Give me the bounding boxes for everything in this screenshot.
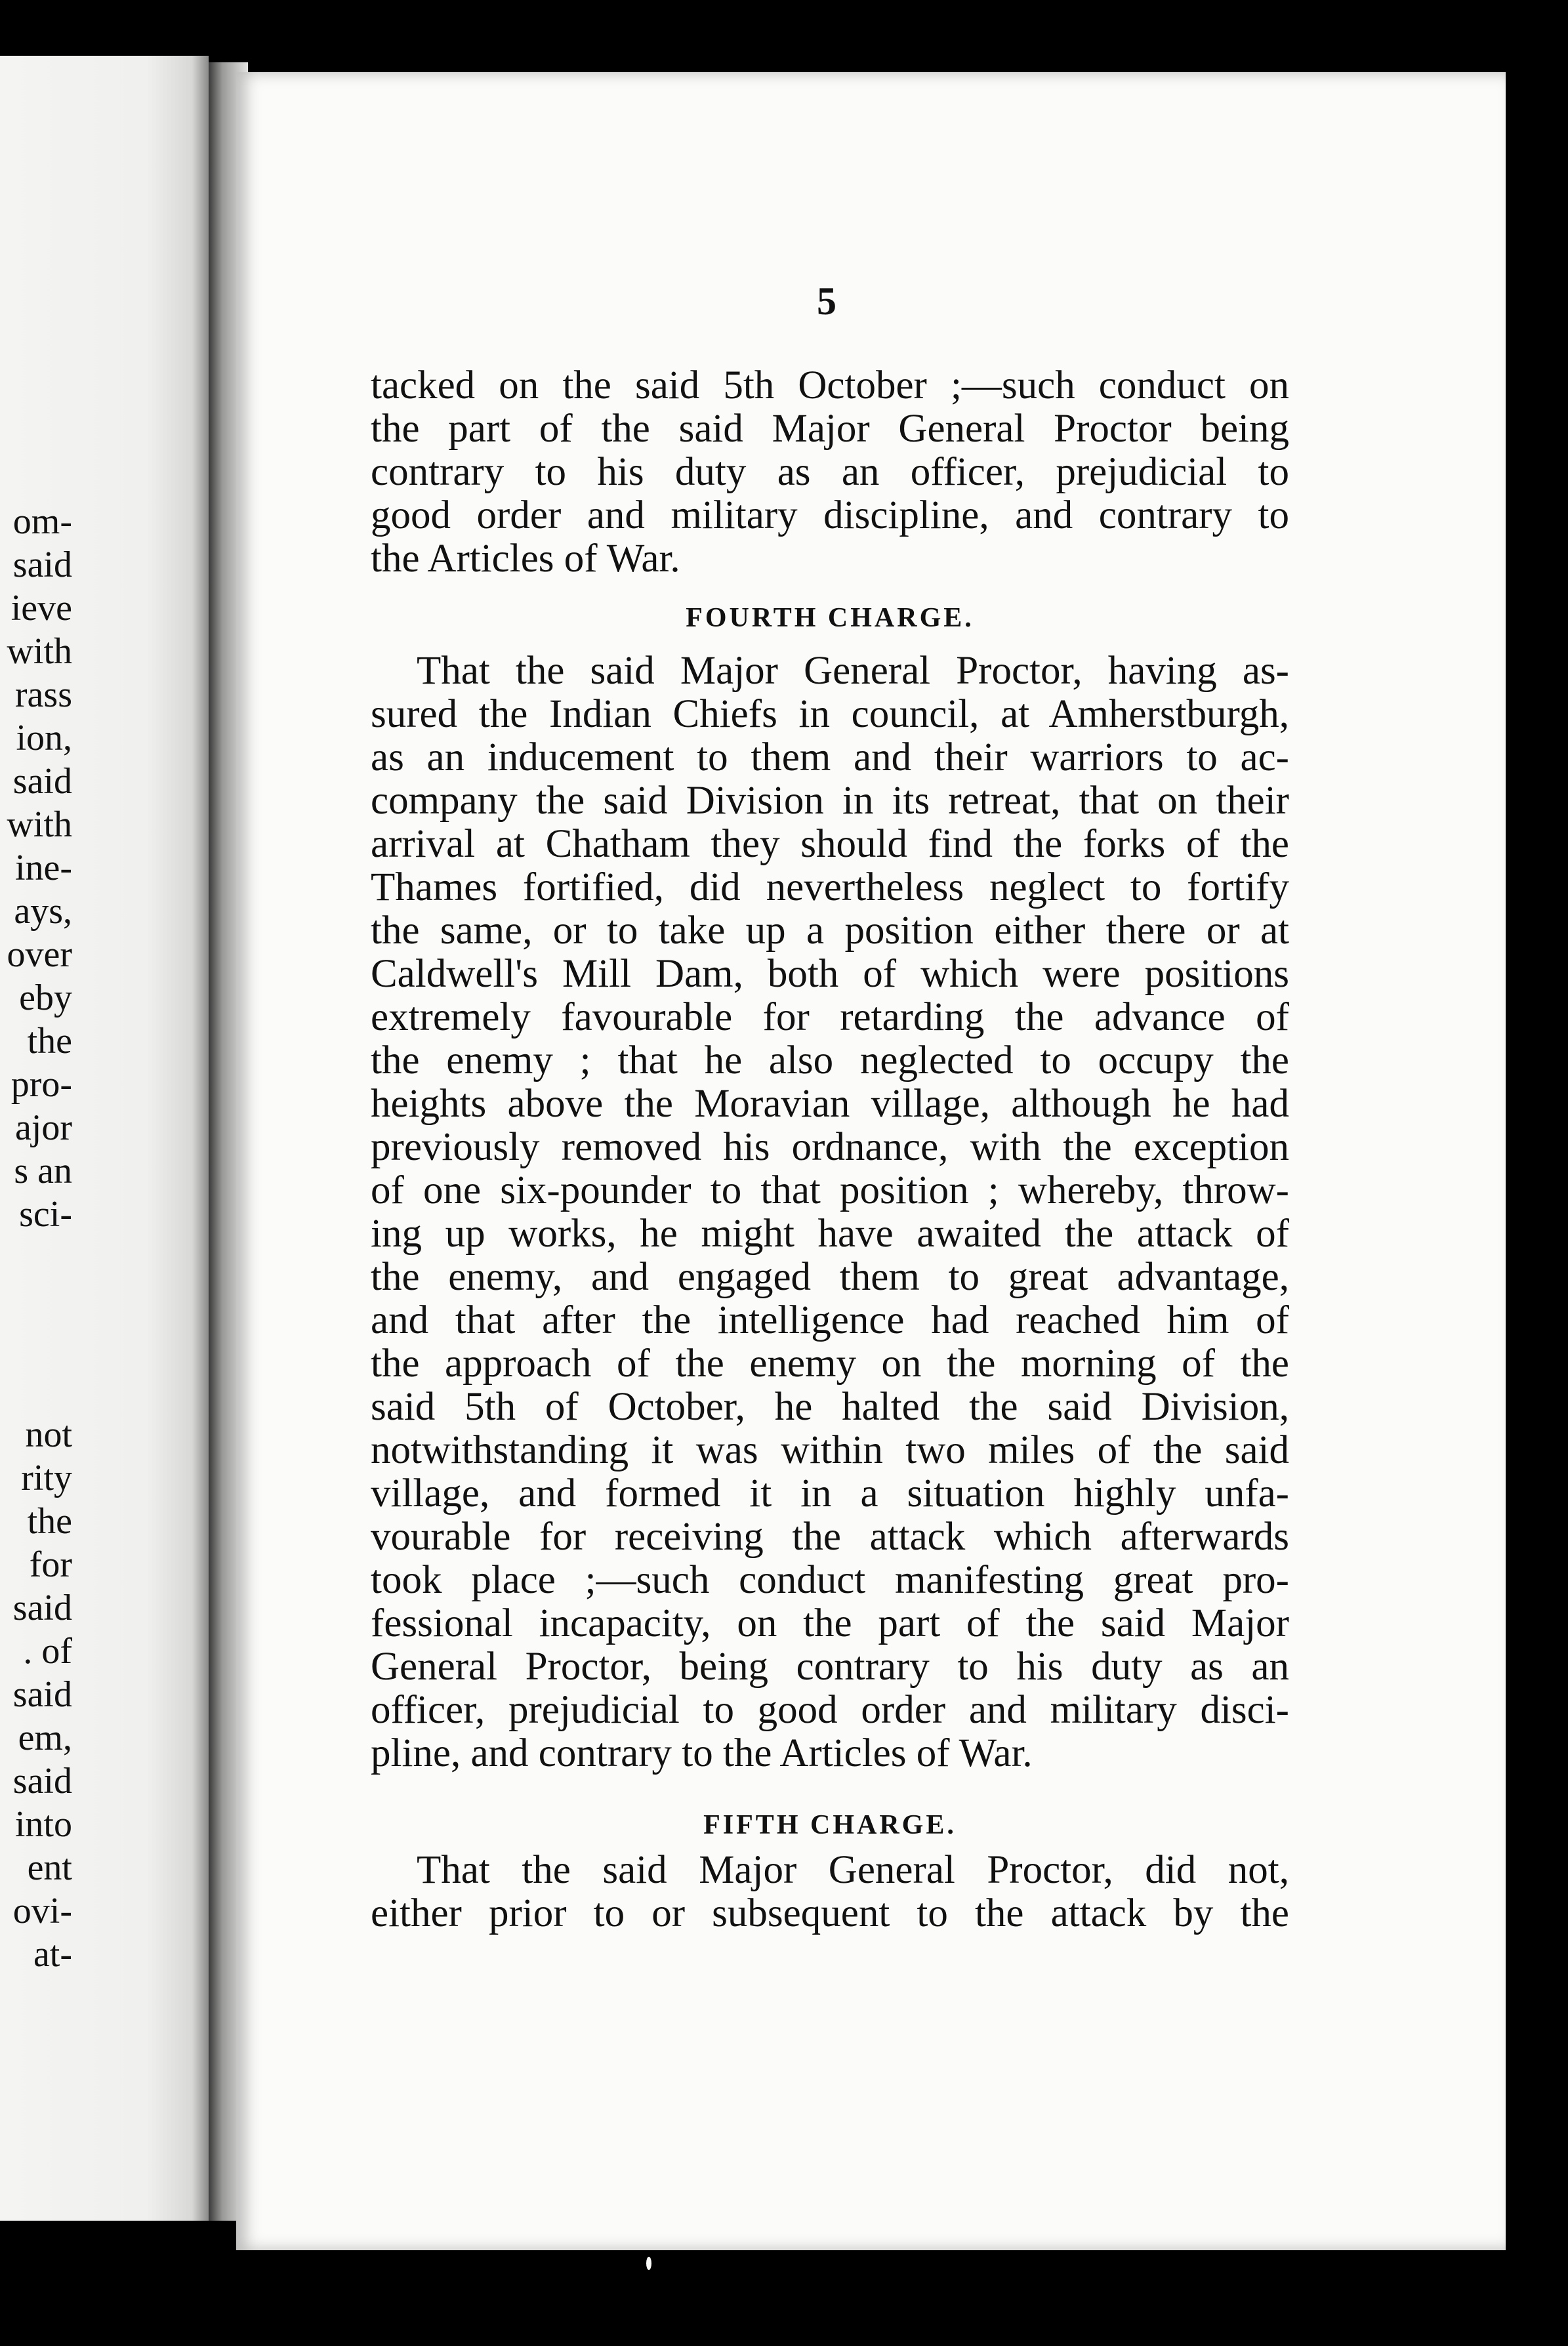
text-line: of one six-pounder to that position ; whereby, throw- <box>371 1168 1289 1212</box>
fragment: said <box>12 1674 72 1715</box>
fragment: said <box>12 545 72 585</box>
fragment: at- <box>33 1934 72 1975</box>
text-line: tacked on the said 5th October ;—such conduct on <box>371 363 1289 407</box>
text-line: notwithstanding it was within two miles of the said <box>371 1428 1289 1472</box>
text-line: as an inducement to them and their warriors to ac- <box>371 735 1289 779</box>
fragment: said <box>12 1588 72 1628</box>
paragraph-continuation <box>371 364 1289 581</box>
text-line: That the said Major General Proctor, did not, <box>417 1848 1289 1892</box>
fragment: not <box>25 1414 72 1455</box>
fragment: pro- <box>10 1064 72 1105</box>
fragment: om- <box>12 501 72 542</box>
text-line: the enemy ; that he also neglected to occupy the <box>371 1039 1289 1082</box>
text-line: officer, prejudicial to good order and military disci- <box>371 1688 1289 1732</box>
fragment: eby <box>19 978 72 1018</box>
fragment: rass <box>14 674 72 715</box>
text-line: either prior to or subsequent to the attack by the <box>371 1891 1289 1935</box>
fragment: ion, <box>16 718 72 758</box>
paper-speck <box>646 2257 651 2270</box>
text-line: the enemy, and engaged them to great advantage, <box>371 1255 1289 1299</box>
fragment: rity <box>21 1458 72 1498</box>
fragment: the <box>27 1501 72 1542</box>
text-line: contrary to his duty as an officer, prejudicial to <box>371 450 1289 494</box>
text-line: sured the Indian Chiefs in council, at Amherstburgh, <box>371 692 1289 736</box>
text-line: village, and formed it in a situation highly unfa- <box>371 1471 1289 1515</box>
text-line: Thames fortified, did nevertheless neglect to fortify <box>371 865 1289 909</box>
text-line: good order and military discipline, and contrary to <box>371 493 1289 537</box>
fragment: ieve <box>10 588 72 628</box>
fragment: ays, <box>14 891 72 932</box>
fragment: em, <box>18 1718 72 1758</box>
fifth-charge-heading: FIFTH CHARGE. <box>703 1810 957 1840</box>
text-line: said 5th of October, he halted the said Division, <box>371 1385 1289 1429</box>
fifth-charge-paragraph <box>371 1849 1289 1935</box>
text-line: the Articles of War. <box>371 537 680 581</box>
paper-speck <box>1384 2227 1393 2234</box>
fragment: with <box>7 631 72 672</box>
fragment: s an <box>14 1151 72 1191</box>
text-line: heights above the Moravian village, although he had <box>371 1082 1289 1126</box>
text-line: took place ;—such conduct manifesting great pro- <box>371 1558 1289 1602</box>
text-line: vourable for receiving the attack which afterwards <box>371 1515 1289 1559</box>
fragment: over <box>7 934 72 975</box>
text-line: previously removed his ordnance, with the exception <box>371 1125 1289 1169</box>
fragment: with <box>7 804 72 845</box>
fragment: . of <box>23 1631 72 1672</box>
text-line: arrival at Chatham they should find the forks of the <box>371 822 1289 866</box>
fourth-charge-paragraph <box>371 649 1289 1775</box>
text-line: the part of the said Major General Proctor being <box>371 407 1289 451</box>
fragment: said <box>12 1761 72 1801</box>
fragment: for <box>29 1544 72 1585</box>
fragment: said <box>12 761 72 802</box>
fragment: ent <box>27 1847 72 1888</box>
fourth-charge-heading: FOURTH CHARGE. <box>686 603 974 633</box>
text-line: fessional incapacity, on the part of the said Major <box>371 1601 1289 1645</box>
fragment-gap <box>0 1236 72 1413</box>
text-line: extremely favourable for retarding the advance of <box>371 995 1289 1039</box>
fragment: ajor <box>14 1107 72 1148</box>
fragment: the <box>27 1021 72 1061</box>
text-line: the approach of the enemy on the morning of the <box>371 1342 1289 1386</box>
fragment: into <box>14 1804 72 1845</box>
fragment: ovi- <box>12 1891 72 1931</box>
fragment: sci- <box>19 1194 72 1235</box>
text-line: Caldwell's Mill Dam, both of which were positions <box>371 952 1289 996</box>
text-line: pline, and contrary to the Articles of War. <box>371 1731 1033 1775</box>
text-line: the same, or to take up a position either there or at <box>371 909 1289 953</box>
text-line: General Proctor, being contrary to his duty as an <box>371 1645 1289 1689</box>
text-line: and that after the intelligence had reached him of <box>371 1298 1289 1342</box>
page-number: 5 <box>817 279 836 323</box>
text-line: That the said Major General Proctor, having as- <box>417 649 1289 693</box>
text-line: company the said Division in its retreat, that on their <box>371 779 1289 823</box>
text-line: ing up works, he might have awaited the attack of <box>371 1212 1289 1256</box>
left-page-text-fragments <box>0 500 72 1976</box>
fragment: ine- <box>14 848 72 888</box>
